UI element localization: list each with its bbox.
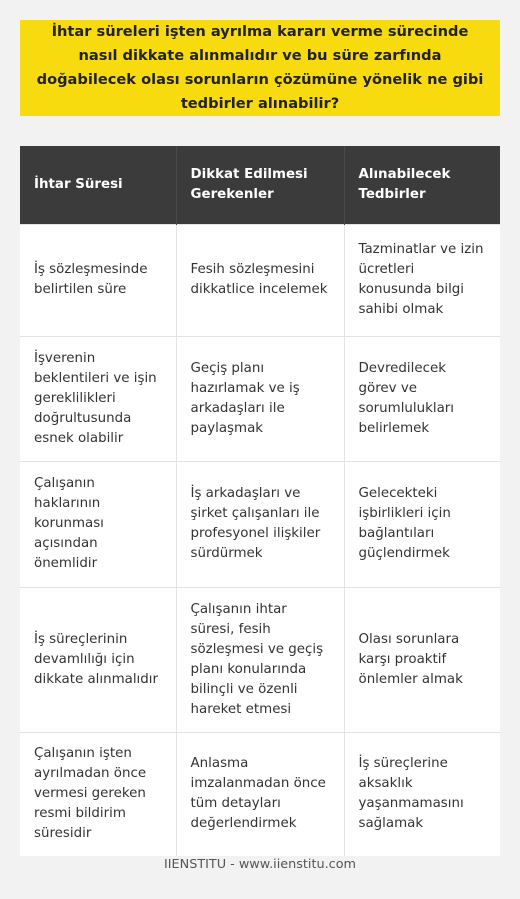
table-cell: Gelecekteki işbirlikleri için bağlantıları güçlendirmek xyxy=(344,461,500,587)
table-cell: Olası sorunlara karşı proaktif önlemler almak xyxy=(344,587,500,732)
table-cell: Geçiş planı hazırlamak ve iş arkadaşları ile paylaşmak xyxy=(176,336,344,461)
table-row xyxy=(20,461,500,587)
table-cell: Devredilecek görev ve sorumlulukları belirlemek xyxy=(344,336,500,461)
notice-period-table xyxy=(20,146,500,856)
table-cell: Çalışanın haklarının korunması açısından önemlidir xyxy=(20,461,176,587)
table-cell: Tazminatlar ve izin ücretleri konusunda bilgi sahibi olmak xyxy=(344,224,500,336)
header-considerations: Dikkat Edilmesi Gerekenler xyxy=(176,146,344,224)
table-row xyxy=(20,224,500,336)
table-row xyxy=(20,732,500,856)
question-text: İhtar süreleri işten ayrılma kararı verme sürecinde nasıl dikkate alınmalıdır ve bu süre zarfında doğabilecek olası sorunların çözümüne yönelik ne gibi tedbirler alınabilir? xyxy=(36,23,484,112)
table-cell: Fesih sözleşmesini dikkatlice incelemek xyxy=(176,224,344,336)
table-cell: İşverenin beklentileri ve işin gereklilikleri doğrultusunda esnek olabilir xyxy=(20,336,176,461)
table-cell: İş süreçlerinin devamlılığı için dikkate alınmalıdır xyxy=(20,587,176,732)
table-row xyxy=(20,336,500,461)
footer-credit: IIENSTITU - www.iienstitu.com xyxy=(163,857,356,872)
table-header-row xyxy=(20,146,500,224)
table-cell: İş sözleşmesinde belirtilen süre xyxy=(20,224,176,336)
table-cell: İş süreçlerine aksaklık yaşanmamasını sağlamak xyxy=(344,732,500,856)
table-cell: İş arkadaşları ve şirket çalışanları ile profesyonel ilişkiler sürdürmek xyxy=(176,461,344,587)
table-cell: Çalışanın ihtar süresi, fesih sözleşmesi ve geçiş planı konularında bilinçli ve özenli hareket etmesi xyxy=(176,587,344,732)
header-measures: Alınabilecek Tedbirler xyxy=(344,146,500,224)
table-cell: Çalışanın işten ayrılmadan önce vermesi gereken resmi bildirim süresidir xyxy=(20,732,176,856)
table-row xyxy=(20,587,500,732)
table-cell: Anlasma imzalanmadan önce tüm detayları değerlendirmek xyxy=(176,732,344,856)
header-notice-period: İhtar Süresi xyxy=(20,146,176,224)
question-banner xyxy=(20,20,500,116)
